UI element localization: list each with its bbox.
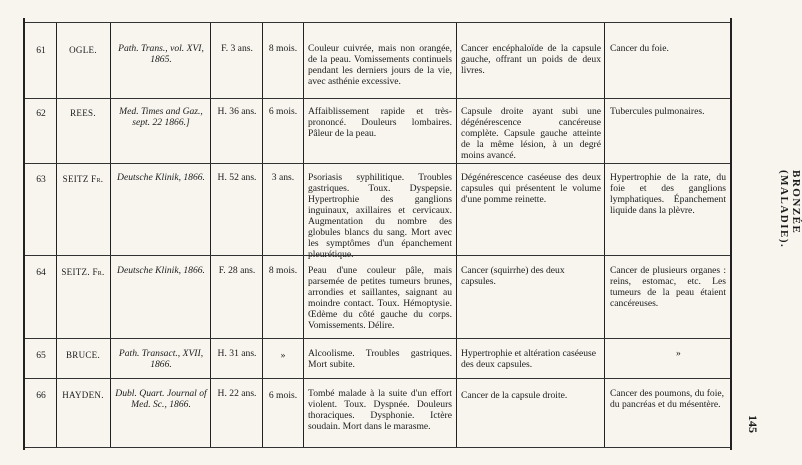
case-author: SEITZ. Fr. [61, 267, 105, 277]
case-number: 63 [36, 174, 46, 185]
case-sex-age: H. 52 ans. [217, 172, 257, 183]
case-sex-age: F. 28 ans. [218, 265, 256, 276]
case-source: Path. Trans., vol. XVI, 1865. [118, 43, 204, 65]
column-rule [604, 22, 605, 447]
case-other-lesions: Cancer des poumons, du foie, du pancréas et du mésentère. [610, 388, 725, 410]
case-sex-age: H. 36 ans. [217, 106, 257, 117]
case-symptoms: Alcoolisme. Troubles gastriques. Mort subite. [308, 348, 452, 370]
case-author: HAYDEN. [62, 390, 104, 400]
case-duration: 8 mois. [268, 265, 298, 276]
case-number: 65 [36, 350, 46, 361]
running-head: BRONZÉE (MALADIE). [778, 170, 802, 249]
case-capsules: Capsule droite ayant subi une dégénérescence cancéreuse complète. Capsule gauche atteinte de la même lésion, à un degré moins avancé. [461, 106, 601, 161]
case-author: BRUCE. [65, 350, 101, 360]
case-author: REES. [70, 108, 96, 118]
column-rule [303, 22, 304, 447]
page-number: 145 [746, 415, 760, 433]
table-left-border [23, 18, 25, 450]
case-capsules: Cancer (squirrhe) des deux capsules. [461, 265, 565, 287]
case-duration: 8 mois. [268, 43, 298, 54]
column-rule [456, 22, 457, 447]
case-symptoms: Couleur cuivrée, mais non orangée, de la peau. Vomissements continuels pendant les derniers jours de la vie, avec asthénie excessive. [308, 43, 452, 87]
column-rule [56, 22, 57, 447]
case-symptoms: Psoriasis syphilitique. Troubles gastriques. Toux. Dyspepsie. Hypertrophie des ganglions inguinaux, axillaires et cervicaux. Augmentation du nombre des globules blancs du sang. Mort avec les symptômes d'un épanchement pleurétique. [308, 172, 452, 260]
case-source: Dubl. Quart. Journal of Med. Sc., 1866. [115, 388, 207, 410]
case-capsules: Cancer encéphaloïde de la capsule gauche, offrant un poids de deux livres. [461, 43, 601, 76]
case-duration: 3 ans. [271, 172, 295, 183]
column-rule [262, 22, 263, 447]
case-duration: » [280, 350, 286, 361]
case-capsules: Dégénérescence caséeuse des deux capsules qui présentent le volume d'une pomme reinette. [461, 172, 601, 205]
row-rule [25, 22, 730, 23]
case-source: Deutsche Klinik, 1866. [117, 172, 205, 183]
row-rule [25, 338, 730, 339]
case-source: Deutsche Klinik, 1866. [117, 265, 205, 276]
row-rule [25, 447, 730, 448]
case-symptoms: Tombé malade à la suite d'un effort violent. Toux. Dyspnée. Douleurs thoraciques. Dysphonie. Ictère soudain. Mort dans le marasme. [308, 388, 452, 432]
case-capsules: Cancer de la capsule droite. [461, 390, 568, 401]
case-number: 61 [36, 45, 46, 56]
case-sex-age: F. 3 ans. [221, 43, 253, 54]
case-source: Path. Transact., XVII, 1866. [118, 348, 204, 370]
case-number: 64 [36, 267, 46, 278]
case-number: 66 [36, 390, 46, 401]
case-author: SEITZ Fr. [62, 174, 104, 184]
table-right-border [730, 18, 732, 450]
case-author: OGLE. [69, 45, 97, 55]
case-sex-age: H. 31 ans. [217, 348, 257, 359]
column-rule [110, 22, 111, 447]
case-duration: 6 mois. [268, 390, 298, 401]
row-rule [25, 378, 730, 379]
case-capsules: Hypertrophie et altération caséeuse des deux capsules. [461, 348, 597, 370]
case-duration: 6 mois. [268, 106, 298, 117]
row-rule [25, 98, 730, 99]
case-other-lesions: Hypertrophie de la rate, du foie et des ganglions lymphatiques. Épanchement liquide dans la plèvre. [610, 172, 726, 216]
row-rule [25, 163, 730, 164]
case-symptoms: Peau d'une couleur pâle, mais parsemée de petites tumeurs brunes, arrondies et saillantes, saignant au moindre contact. Toux. Hémoptysie. Œdème du côté gauche du corps. Vomissements. Délire. [308, 265, 452, 331]
case-other-lesions: Cancer de plusieurs organes : reins, estomac, etc. Les tumeurs de la peau étaient cancéreuses. [610, 265, 726, 309]
column-rule [210, 22, 211, 447]
case-sex-age: H. 22 ans. [217, 388, 257, 399]
case-other-lesions: Cancer du foie. [610, 43, 669, 54]
case-symptoms: Affaiblissement rapide et très-prononcé. Douleurs lombaires. Pâleur de la peau. [308, 106, 452, 139]
case-other-lesions: » [676, 348, 681, 359]
case-source: Med. Times and Gaz., sept. 22 1866.] [119, 106, 203, 128]
case-number: 62 [36, 108, 46, 119]
case-other-lesions: Tubercules pulmonaires. [610, 106, 705, 117]
